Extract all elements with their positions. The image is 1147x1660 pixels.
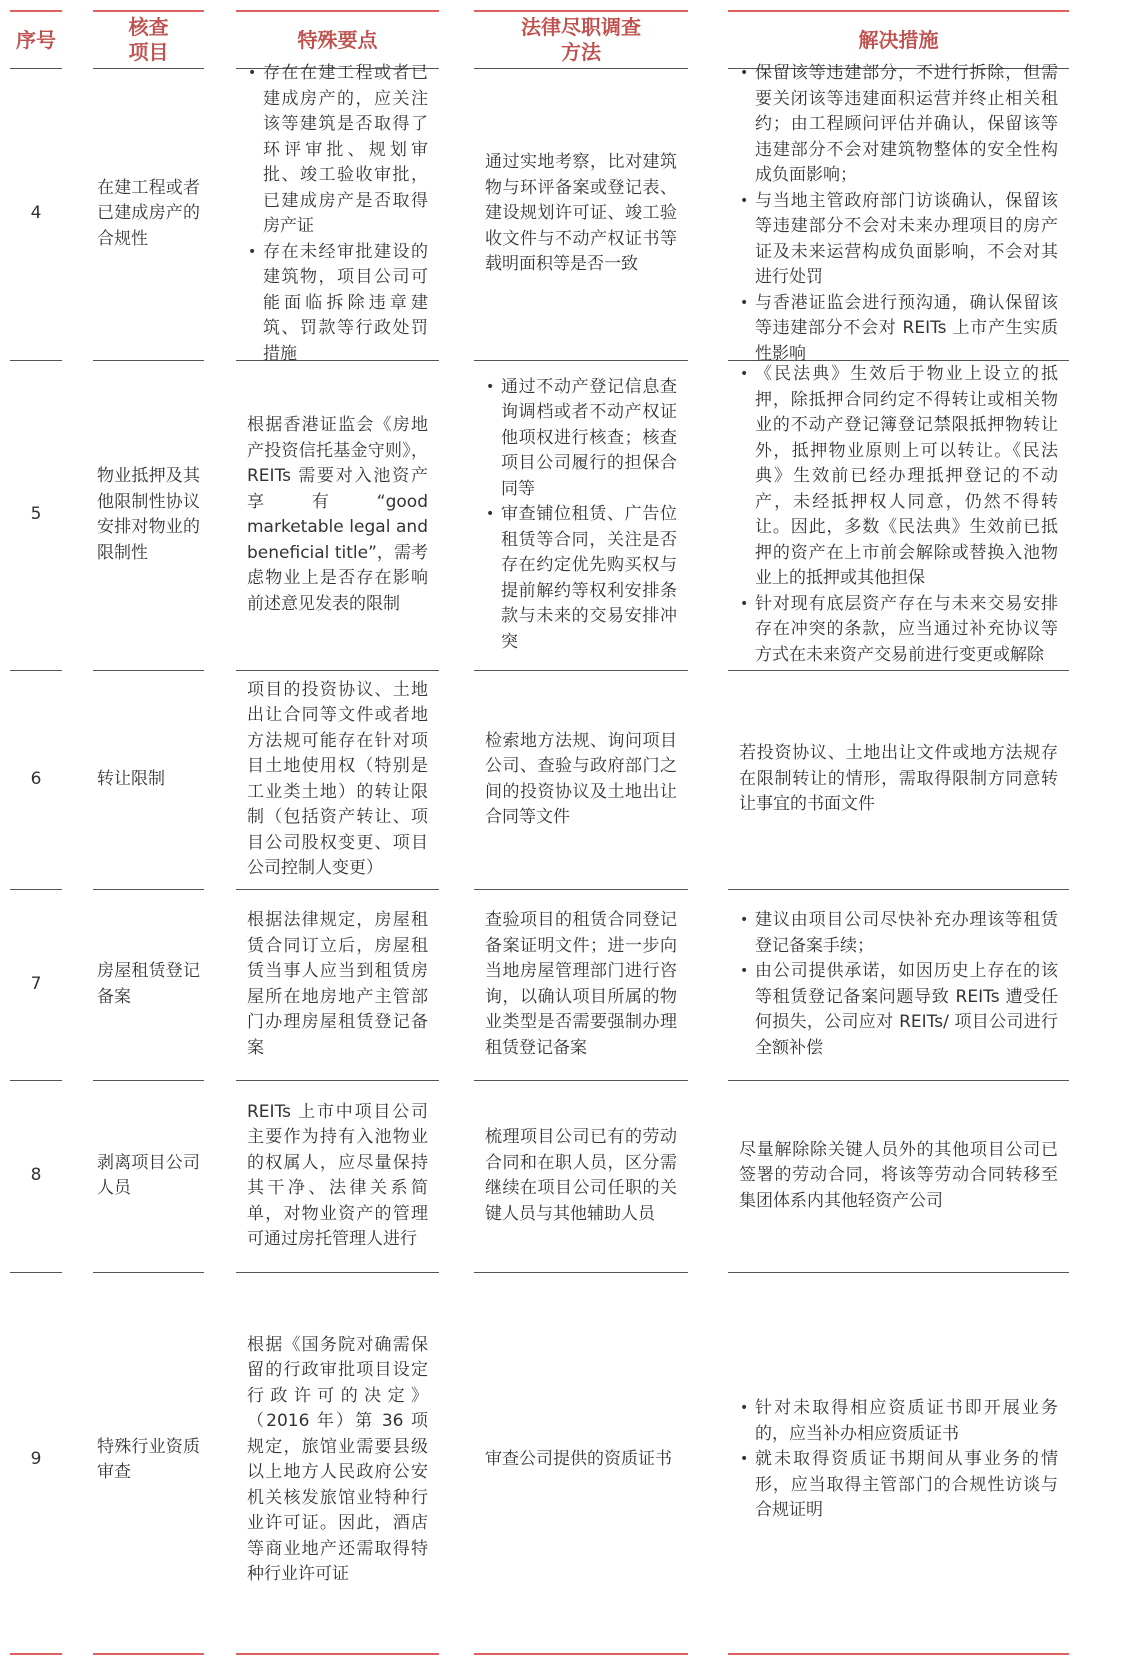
solution-bullet: • 针对现有底层资产存在与未来交易安排存在冲突的条款，应当通过补充协议等方式在未来资产交易前进行变更或解除 [755,592,1058,669]
solution-bullet: • 与香港证监会进行预沟通，确认保留该等违建部分不会对 REITs 上市产生实质性影响 [755,291,1058,368]
row-divider [93,68,204,69]
row-divider [474,360,688,361]
row-number-text: 6 [30,768,42,789]
solution-bullet: • 针对未取得相应资质证书即开展业务的，应当补办相应资质证书 [755,1396,1058,1447]
check-item-text: 物业抵押及其他限制性协议安排对物业的限制性 [97,466,200,563]
row-divider [10,360,62,361]
table-bottom-rule [10,1653,62,1655]
row-divider [728,889,1069,890]
row-divider [474,889,688,890]
check-item-text: 在建工程或者已建成房产的合规性 [97,177,200,249]
check-item-cell [97,891,200,1078]
row-divider [236,1080,439,1081]
row-divider [474,670,688,671]
dd-method-cell [485,1274,677,1646]
solution-list [739,61,1058,367]
table-bottom-rule [728,1653,1069,1655]
solution-cell [739,362,1058,668]
check-item-cell [97,1082,200,1270]
solution-text: 尽量解除除关键人员外的其他项目公司已签署的劳动合同，将该等劳动合同转移至集团体系内其他轻资产公司 [739,1139,1058,1211]
solution-bullet: • 由公司提供承诺，如因历史上存在的该等租赁登记备案问题导致 REITs 遭受任何损失，公司应对 REITs/ 项目公司进行全额补偿 [755,959,1058,1061]
row-divider [236,670,439,671]
special-points-cell [247,1274,428,1646]
row-divider [10,1080,62,1081]
special-points-cell [247,672,428,887]
dd-method-text: 审查公司提供的资质证书 [485,1449,672,1470]
special-points-bullet: • 存在在建工程或者已建成房产的，应关注该等建筑是否取得了环评审批、规划审批、竣工验收审批，已建成房产是否取得房产证 [263,61,428,240]
solution-cell [739,891,1058,1078]
table-bottom-rule [474,1653,688,1655]
header-points: 特殊要点 [297,27,378,52]
row-divider [728,670,1069,671]
row-divider [93,1080,204,1081]
check-item-cell [97,70,200,358]
dd-method-bullet: • 通过不动产登记信息查询调档或者不动产权证他项权进行核查；核查项目公司履行的担保合同等 [501,375,677,503]
row-divider [728,1080,1069,1081]
solution-bullet: • 《民法典》生效后于物业上设立的抵押，除抵押合同约定不得转让或相关物业的不动产登记簿登记禁限抵押物转让外，抵押物业原则上可以转让。《民法典》生效前已经办理抵押登记的不动产，未经抵押权人同意，仍然不得转让。因此，多数《民法典》生效前已抵押的资产在上市前会解除或替换入池物业上的抵押或其他担保 [755,362,1058,592]
dd-method-cell [485,362,677,668]
dd-method-cell [485,70,677,358]
special-points-cell [247,891,428,1078]
solution-cell [739,672,1058,887]
dd-method-cell [485,891,677,1078]
special-points-text: 根据香港证监会《房地产投资信托基金守则》，REITs 需要对入池资产享有“good marketable legal and beneficial title”，需考虑物业上是否存在影响前述意见发表的限制 [247,415,428,614]
row-number-cell [10,1274,62,1646]
check-item-text: 剥离项目公司人员 [97,1152,200,1198]
check-item-text: 特殊行业资质审查 [97,1436,200,1482]
dd-method-text: 查验项目的租赁合同登记备案证明文件；进一步向当地房屋管理部门进行咨询，以确认项目所属的物业类型是否需要强制办理租赁登记备案 [485,910,677,1058]
solution-list [739,362,1058,668]
table-bottom-rule [93,1653,204,1655]
row-divider [10,670,62,671]
check-item-cell [97,672,200,887]
row-divider [93,360,204,361]
row-number-text: 7 [30,973,42,994]
row-number-cell [10,70,62,358]
row-number-text: 5 [30,504,42,525]
row-number-text: 8 [30,1165,42,1186]
special-points-text: 根据法律规定，房屋租赁合同订立后，房屋租赁当事人应当到租赁房屋所在地房地产主管部门办理房屋租赁登记备案 [247,910,428,1058]
solution-cell [739,1082,1058,1270]
row-number-text: 9 [30,1449,42,1470]
solution-list [739,1396,1058,1524]
special-points-text: REITs 上市中项目公司主要作为持有入池物业的权属人，应尽量保持其干净、法律关系简单，对物业资产的管理可通过房托管理人进行 [247,1101,428,1249]
special-points-text: 项目的投资协议、土地出让合同等文件或者地方法规可能存在针对项目土地使用权（特别是工业类土地）的转让限制（包括资产转让、项目公司股权变更、项目公司控制人变更） [247,679,428,878]
row-number-cell [10,1082,62,1270]
header-method: 法律尽职调查 方法 [521,15,641,64]
special-points-list [247,61,428,367]
solution-list [739,908,1058,1061]
row-divider [474,68,688,69]
dd-method-cell [485,1082,677,1270]
special-points-text: 根据《国务院对确需保留的行政审批项目设定行政许可的决定》（2016 年）第 36 项规定，旅馆业需要县级以上地方人民政府公安机关核发旅馆业特种行业许可证。因此，酒店等商业地产还需取得特种行业许可证 [247,1334,428,1584]
dd-method-cell [485,672,677,887]
table-bottom-rule [236,1653,439,1655]
row-divider [10,1272,62,1273]
row-divider [236,1272,439,1273]
dd-method-text: 检索地方法规、询问项目公司、查验与政府部门之间的投资协议及土地出让合同等文件 [485,730,677,827]
solution-cell [739,1274,1058,1646]
special-points-cell [247,1082,428,1270]
header-item: 核查 项目 [128,15,169,64]
row-divider [10,68,62,69]
row-divider [93,889,204,890]
row-divider [93,1272,204,1273]
solution-bullet: • 与当地主管政府部门访谈确认，保留该等违建部分不会对未来办理项目的房产证及未来运营构成负面影响，不会对其进行处罚 [755,189,1058,291]
check-item-text: 转让限制 [97,768,165,789]
row-divider [728,1272,1069,1273]
special-points-cell [247,362,428,668]
header-no: 序号 [16,27,56,52]
special-points-cell [247,63,428,364]
check-item-cell [97,1274,200,1646]
row-divider [474,1272,688,1273]
row-number-cell [10,891,62,1078]
solution-bullet: • 就未取得资质证书期间从事业务的情形，应当取得主管部门的合规性访谈与合规证明 [755,1447,1058,1524]
solution-bullet: • 保留该等违建部分，不进行拆除，但需要关闭该等违建面积运营并终止相关租约；由工程顾问评估并确认，保留该等违建部分不会对建筑物整体的安全性构成负面影响； [755,61,1058,189]
row-divider [93,670,204,671]
dd-method-list [485,375,677,656]
solution-cell [739,63,1058,364]
special-points-bullet: • 存在未经审批建设的建筑物，项目公司可能面临拆除违章建筑、罚款等行政处罚措施 [263,240,428,368]
row-divider [474,1080,688,1081]
dd-method-bullet: • 审查铺位租赁、广告位租赁等合同，关注是否存在约定优先购买权与提前解约等权利安排条款与未来的交易安排冲突 [501,502,677,655]
row-divider [236,889,439,890]
row-number-cell [10,672,62,887]
solution-bullet: • 建议由项目公司尽快补充办理该等租赁登记备案手续； [755,908,1058,959]
row-divider [10,889,62,890]
dd-method-text: 通过实地考察，比对建筑物与环评备案或登记表、建设规划许可证、竣工验收文件与不动产权证书等载明面积等是否一致 [485,152,677,275]
dd-method-text: 梳理项目公司已有的劳动合同和在职人员，区分需继续在项目公司任职的关键人员与其他辅助人员 [485,1127,677,1224]
header-solution: 解决措施 [858,27,939,52]
check-item-cell [97,362,200,668]
row-number-cell [10,362,62,668]
row-number-text: 4 [30,203,42,224]
solution-text: 若投资协议、土地出让文件或地方法规存在限制转让的情形，需取得限制方同意转让事宜的书面文件 [739,743,1058,815]
check-item-text: 房屋租赁登记备案 [97,961,200,1007]
